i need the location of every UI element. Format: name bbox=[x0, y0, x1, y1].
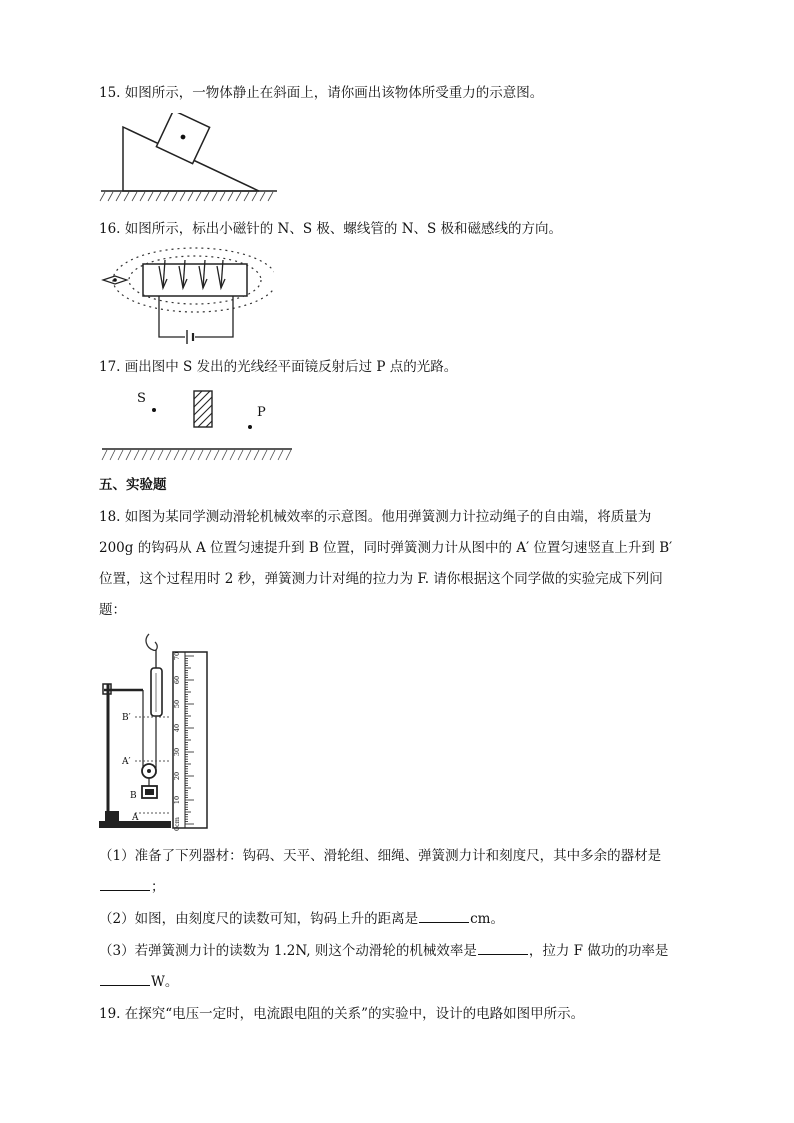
pulley-experiment-figure bbox=[99, 628, 211, 834]
compass-needle-icon bbox=[103, 276, 127, 284]
point-p-label: P bbox=[257, 405, 266, 420]
opaque-board-icon bbox=[194, 391, 212, 427]
q18-sub1-line2: ； bbox=[99, 878, 165, 896]
answer-blank-1[interactable] bbox=[100, 878, 150, 891]
q16-text: 16. 如图所示，标出小磁针的 N、S 极、螺线管的 N、S 极和磁感线的方向。 bbox=[99, 221, 563, 237]
q15-text: 15. 如图所示，一物体静止在斜面上，请你画出该物体所受重力的示意图。 bbox=[99, 85, 544, 101]
q18-sub1-line1: （1）准备了下列器材：钩码、天平、滑轮组、细绳、弹簧测力计和刻度尺，其中多余的器材是 bbox=[99, 848, 662, 864]
q18-sub3-line1: （3）若弹簧测力计的读数为 1.2N, 则这个动滑轮的机械效率是 ，拉力 F 做功的功率是 bbox=[99, 943, 669, 959]
q18-sub2: （2）如图，由刻度尺的读数可知，钩码上升的距离是 cm。 bbox=[99, 911, 504, 927]
ruler-tick-label: 60 bbox=[173, 675, 181, 685]
q18-sub3-line2: W。 bbox=[99, 973, 178, 991]
solenoid-figure bbox=[99, 246, 274, 346]
spring-scale bbox=[151, 668, 162, 716]
point-s-label: S bbox=[137, 391, 146, 406]
q18-line3: 位置，这个过程用时 2 秒，弹簧测力计对绳的拉力为 F. 请你根据这个同学做的实验完成下列问 bbox=[99, 571, 663, 587]
mirror-figure bbox=[99, 384, 295, 466]
label-a-prime: A′ bbox=[122, 757, 131, 767]
ruler-tick-label: 20 bbox=[173, 771, 181, 781]
q18-line1: 18. 如图为某同学测动滑轮机械效率的示意图。他用弹簧测力计拉动绳子的自由端，将质量为 bbox=[99, 509, 652, 525]
q17-text: 17. 画出图中 S 发出的光线经平面镜反射后过 P 点的光路。 bbox=[99, 359, 458, 375]
q18-line4: 题： bbox=[99, 602, 126, 618]
hand-icon bbox=[146, 634, 157, 650]
point-s bbox=[152, 408, 156, 412]
q19-text: 19. 在探究“电压一定时，电流跟电阻的关系”的实验中，设计的电路如图甲所示。 bbox=[99, 1006, 585, 1022]
label-a: A bbox=[132, 813, 139, 823]
ruler-tick-label: 40 bbox=[173, 723, 181, 733]
ruler-tick-label: 0cm bbox=[173, 817, 181, 831]
label-b: B bbox=[130, 791, 137, 801]
answer-blank-4[interactable] bbox=[100, 973, 150, 986]
ruler-tick-label: 50 bbox=[173, 699, 181, 709]
section-title: 五、实验题 bbox=[99, 477, 167, 493]
point-p bbox=[248, 425, 252, 429]
answer-blank-2[interactable] bbox=[419, 910, 469, 923]
ruler-tick-label: 10 bbox=[173, 795, 181, 805]
ruler-tick-label: 70 bbox=[173, 651, 181, 661]
answer-blank-3[interactable] bbox=[478, 942, 528, 955]
block-on-incline bbox=[156, 113, 209, 164]
battery-icon bbox=[187, 330, 193, 344]
incline-figure bbox=[99, 113, 279, 205]
label-b-prime: B′ bbox=[122, 713, 131, 723]
q18-line2: 200g 的钩码从 A 位置匀速提升到 B 位置，同时弹簧测力计从图中的 A′ 位置匀速竖直上升到 B′ bbox=[99, 540, 673, 556]
ruler-tick-label: 30 bbox=[173, 747, 181, 757]
